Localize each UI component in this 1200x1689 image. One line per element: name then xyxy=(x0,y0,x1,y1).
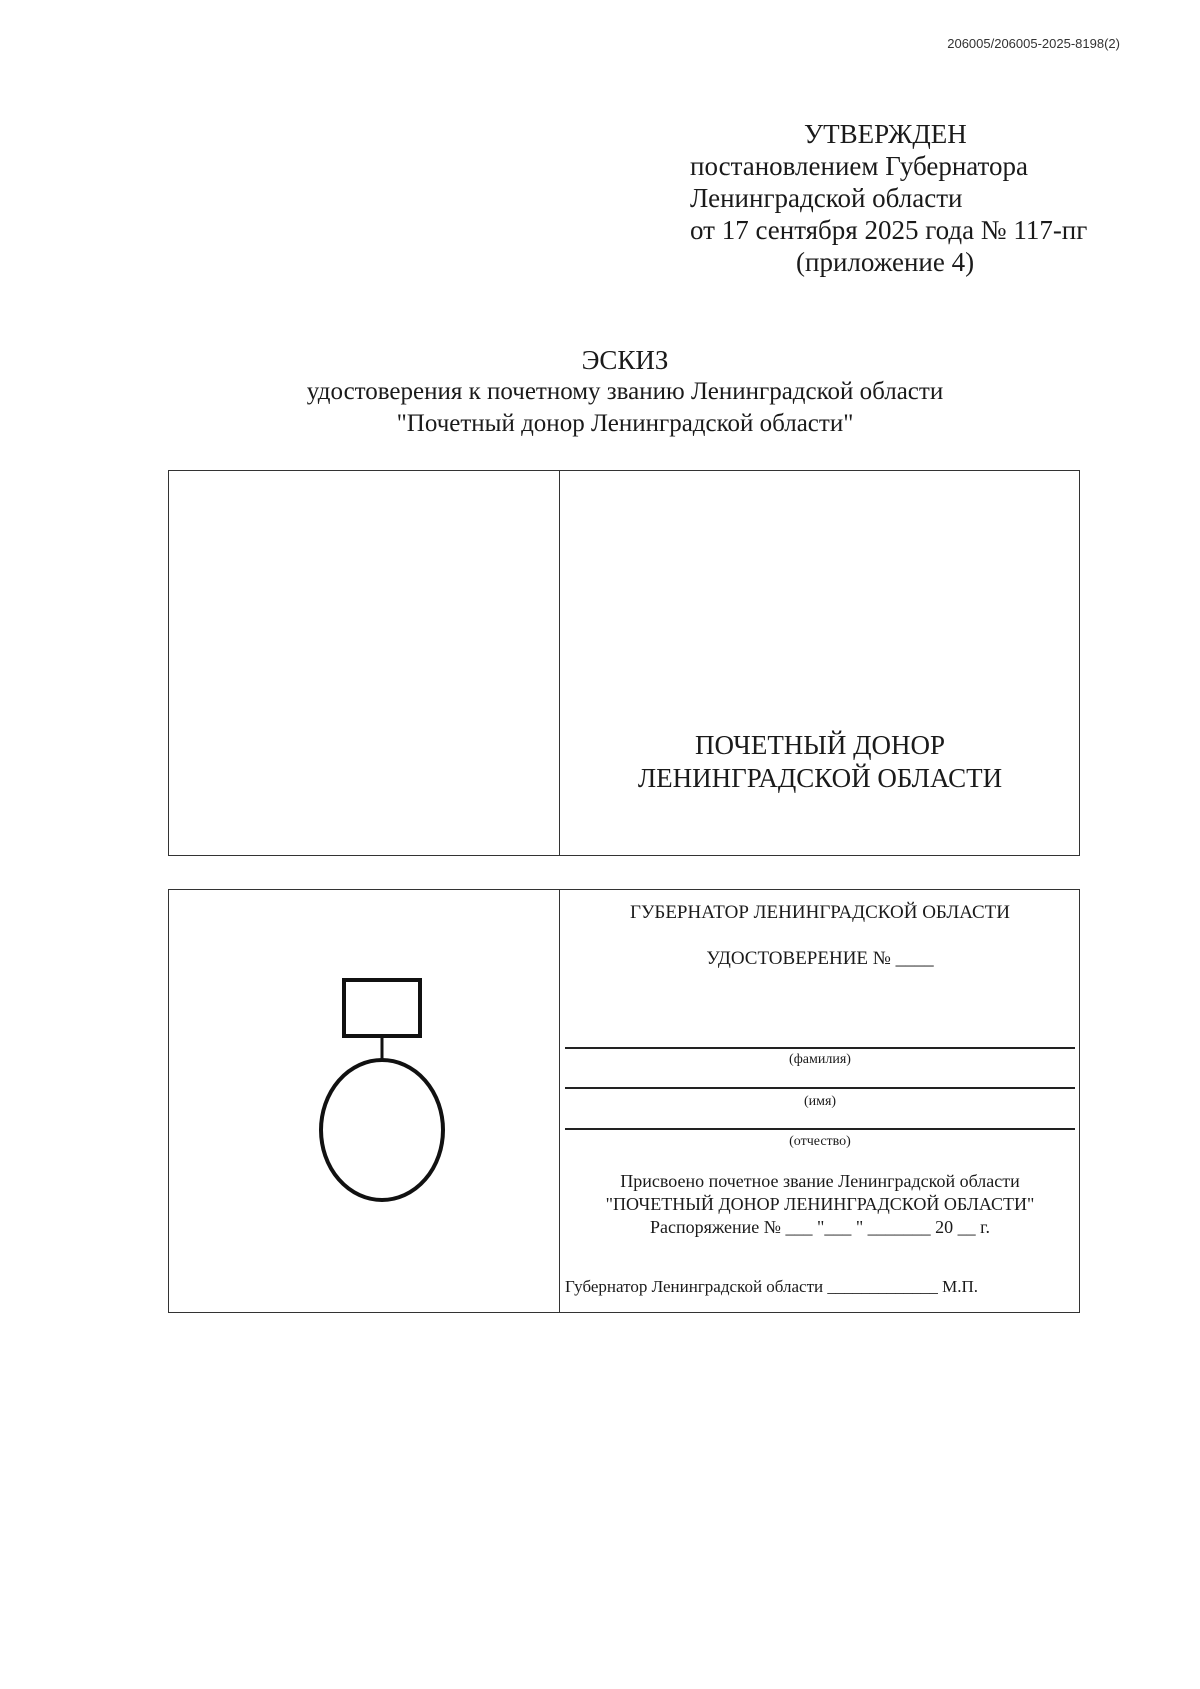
surname-caption: (фамилия) xyxy=(789,1052,851,1067)
medal-sketch-icon xyxy=(319,978,449,1238)
sketch-subtitle: удостоверения к почетному званию Ленинградской области xyxy=(306,378,944,405)
surname-line xyxy=(565,1047,1075,1049)
governor-heading: ГУБЕРНАТОР ЛЕНИНГРАДСКОЙ ОБЛАСТИ xyxy=(629,902,1011,923)
assignment-line-1: Присвоено почетное звание Ленинградской области xyxy=(620,1171,1020,1191)
medal-disc xyxy=(321,1060,443,1200)
name-caption: (имя) xyxy=(803,1094,837,1109)
cover-honor-title xyxy=(561,729,1079,795)
sketch-subtitle-2: "Почетный донор Ленинградской области" xyxy=(396,410,854,437)
approval-line-2: Ленинградской области xyxy=(690,183,963,213)
cover-fold-line xyxy=(559,471,560,855)
inner-fold-line xyxy=(559,890,560,1312)
order-line: Распоряжение № ___ "___ " _______ 20 __ г. xyxy=(649,1217,991,1237)
certificate-cover xyxy=(168,470,1080,856)
medal-ribbon-block xyxy=(344,980,420,1036)
honor-line-1: ПОЧЕТНЫЙ ДОНОР xyxy=(694,730,946,760)
name-line xyxy=(565,1087,1075,1089)
sketch-title: ЭСКИЗ xyxy=(581,345,669,375)
assignment-block xyxy=(561,1170,1079,1239)
approval-line-3: от 17 сентября 2025 года № 117-пг xyxy=(690,215,1088,245)
document-number: 206005/206005-2025-8198(2) xyxy=(947,36,1120,51)
patronymic-line xyxy=(565,1128,1075,1130)
certificate-number: УДОСТОВЕРЕНИЕ № ____ xyxy=(706,948,934,969)
approval-line-1: постановлением Губернатора xyxy=(690,151,1028,181)
patronymic-caption: (отчество) xyxy=(789,1134,851,1149)
approval-annex: (приложение 4) xyxy=(796,247,975,277)
certificate-inner xyxy=(168,889,1080,1313)
inner-right-page xyxy=(561,890,1079,1312)
assignment-line-2: "ПОЧЕТНЫЙ ДОНОР ЛЕНИНГРАДСКОЙ ОБЛАСТИ" xyxy=(605,1194,1035,1214)
approval-title: УТВЕРЖДЕН xyxy=(804,119,967,149)
signature-line: Губернатор Ленинградской области _____________ М.П. xyxy=(565,1277,979,1296)
approval-block xyxy=(690,118,1110,278)
sketch-heading xyxy=(200,344,1050,440)
honor-line-2: ЛЕНИНГРАДСКОЙ ОБЛАСТИ xyxy=(637,763,1003,793)
